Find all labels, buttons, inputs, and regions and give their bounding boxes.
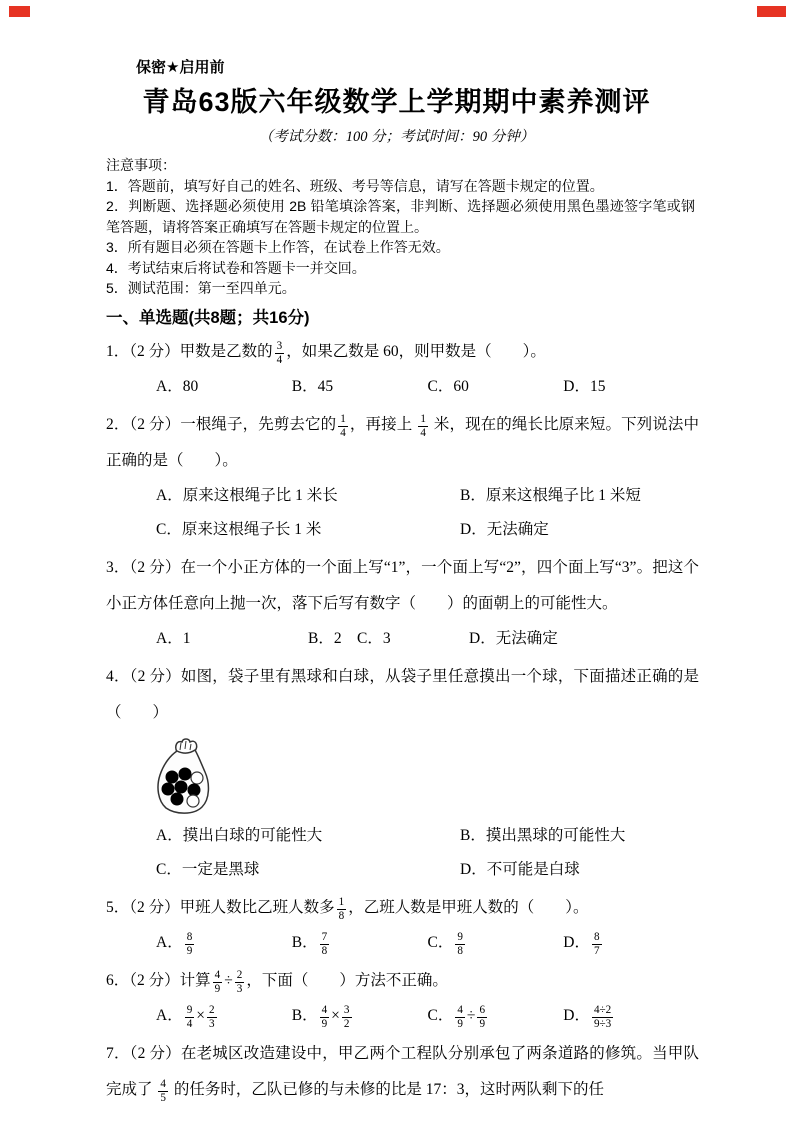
question-stem: 1．（2 分）甲数是乙数的 $\frac{3}{4}$ ，如果乙数是 60，则甲数是（ ）。 bbox=[106, 339, 546, 366]
option-C: C．60 bbox=[427, 377, 469, 395]
option-C: C． $\frac{4}{9}$ ÷ $\frac{6}{9}$ bbox=[427, 1003, 486, 1030]
option-label: B． bbox=[308, 629, 334, 647]
question-1 bbox=[106, 334, 699, 404]
option-A: A．摸出白球的可能性大 bbox=[156, 826, 323, 844]
option-C bbox=[428, 926, 564, 960]
fraction: $\frac{7}{8}$ bbox=[321, 930, 328, 957]
option-label: D． bbox=[563, 933, 590, 951]
option-D: D．不可能是白球 bbox=[460, 860, 580, 878]
option-label: B． bbox=[460, 826, 486, 844]
option-A: A．80 bbox=[156, 377, 199, 395]
question-stem: 4．（2 分）如图，袋子里有黑球和白球，从袋子里任意摸出一个球，下面描述正确的是（ ） bbox=[106, 667, 699, 721]
option-A bbox=[156, 926, 292, 960]
option-label: C． bbox=[427, 933, 454, 951]
option-label: B． bbox=[291, 933, 318, 951]
fraction: $\frac{9}{4}$ bbox=[186, 1003, 193, 1030]
option-A: A． $\frac{9}{4}$ × $\frac{2}{3}$ bbox=[156, 1003, 215, 1030]
option-A: A．原来这根绳子比 1 米长 bbox=[156, 486, 338, 504]
option-label: D． bbox=[563, 377, 590, 395]
page-title: 青岛63版六年级数学上学期期中素养测评 bbox=[142, 87, 651, 117]
option-B: B．2 bbox=[308, 629, 342, 647]
option-D: D．无法确定 bbox=[469, 629, 558, 647]
question-stem: 3．（2 分）在一个小正方体的一个面上写“1”，一个面上写“2”，四个面上写“3”。把这个小正方体任意向上抛一次，落下后写有数字（ ）的面朝上的可能性大。 bbox=[106, 558, 699, 612]
question-stem: 7．（2 分）在老城区改造建设中，甲乙两个工程队分别承包了两条道路的修筑。当甲队完成了 $\frac{4}{5}$ 的任务时，乙队已修的与未修的比是 17：3，这时两队剩下的任 bbox=[106, 1044, 699, 1104]
fraction: $\frac{8}{9}$ bbox=[186, 930, 193, 957]
option-label: A． bbox=[156, 486, 183, 504]
option-C: C．一定是黑球 bbox=[156, 860, 260, 878]
notices-list bbox=[106, 176, 695, 299]
option-label: B． bbox=[291, 377, 318, 395]
option-C: C．3 bbox=[357, 629, 391, 647]
option-label: C． bbox=[156, 860, 182, 878]
question-stem: 2．（2 分）一根绳子，先剪去它的 $\frac{1}{4}$ ，再接上 $\frac{1}{4}$ 米，现在的绳长比原来短。下列说法中正确的是（ ）。 bbox=[106, 412, 699, 469]
notices bbox=[106, 155, 695, 299]
notice-item: 4．考试结束后将试卷和答题卡一并交回。 bbox=[106, 259, 366, 276]
exam-info: （考试分数：100 分；考试时间：90 分钟） bbox=[258, 129, 535, 145]
question-figure bbox=[150, 737, 699, 817]
option-label: A． bbox=[156, 629, 183, 647]
fraction: $\frac{3}{4}$ bbox=[276, 339, 283, 366]
option-D bbox=[563, 926, 699, 960]
option-label: D． bbox=[563, 1006, 590, 1024]
option-B: B．原来这根绳子比 1 米短 bbox=[460, 486, 641, 504]
option-label: C． bbox=[427, 377, 454, 395]
option-label: A． bbox=[156, 933, 183, 951]
fraction: $\frac{9}{8}$ bbox=[457, 930, 463, 957]
question-7 bbox=[106, 1036, 699, 1108]
questions-container bbox=[106, 334, 699, 1108]
red-corner-mark-right bbox=[757, 6, 786, 17]
fraction: $\frac{3}{2}$ bbox=[343, 1003, 350, 1030]
notices-heading: 注意事项： bbox=[106, 157, 176, 173]
red-corner-mark-left bbox=[9, 6, 30, 17]
bag-of-balls-image bbox=[150, 737, 216, 817]
fraction: $\frac{4\div 2}{9\div 3}$ bbox=[593, 1003, 612, 1030]
fraction: $\frac{8}{7}$ bbox=[593, 930, 600, 957]
fraction: $\frac{4}{9}$ bbox=[321, 1003, 328, 1030]
fraction: $\frac{4}{5}$ bbox=[160, 1077, 166, 1104]
fraction: $\frac{1}{8}$ bbox=[338, 895, 345, 922]
option-D: D．15 bbox=[563, 377, 606, 395]
option-C: C．原来这根绳子长 1 米 bbox=[156, 520, 322, 538]
fraction: $\frac{1}{4}$ bbox=[420, 412, 426, 439]
question-stem: 5．（2 分）甲班人数比乙班人数多 $\frac{1}{8}$ ，乙班人数是甲班人数的（ ）。 bbox=[106, 895, 589, 922]
fraction: $\frac{4}{9}$ bbox=[457, 1003, 463, 1030]
option-B: B．45 bbox=[291, 377, 334, 395]
option-B: B．摸出黑球的可能性大 bbox=[460, 826, 626, 844]
question-5 bbox=[106, 890, 699, 960]
option-label: A． bbox=[156, 1006, 183, 1024]
notice-item: 3．所有题目必须在答题卡上作答，在试卷上作答无效。 bbox=[106, 239, 450, 255]
fraction: $\frac{1}{4}$ bbox=[340, 412, 346, 439]
option-B: B． $\frac{4}{9}$ × $\frac{3}{2}$ bbox=[291, 1003, 350, 1030]
notice-item: 2．判断题、选择题必须使用 2B 铅笔填涂答案，非判断、选择题必须使用黑色墨迹签字笔或钢笔答题，请将答案正确填写在答题卡规定的位置上。 bbox=[106, 198, 695, 235]
fraction: $\frac{2}{3}$ bbox=[236, 968, 243, 995]
option-label: D． bbox=[460, 520, 487, 538]
question-6 bbox=[106, 963, 699, 1033]
option-label: A． bbox=[156, 826, 183, 844]
option-label: D． bbox=[460, 860, 487, 878]
option-A: A．1 bbox=[156, 629, 191, 647]
option-label: D． bbox=[469, 629, 496, 647]
option-label: C． bbox=[357, 629, 383, 647]
notice-item: 5．测试范围：第一至四单元。 bbox=[106, 280, 296, 296]
option-D: D．无法确定 bbox=[460, 520, 549, 538]
option-label: C． bbox=[427, 1006, 454, 1024]
section-heading: 一、单选题(共8题；共16分) bbox=[106, 308, 310, 327]
fraction: $\frac{6}{9}$ bbox=[479, 1003, 486, 1030]
option-B bbox=[292, 926, 428, 960]
notice-item: 1．答题前，填写好自己的姓名、班级、考号等信息，请写在答题卡规定的位置。 bbox=[106, 177, 604, 194]
question-stem: 6．（2 分）计算 $\frac{4}{9}$ ÷ $\frac{2}{3}$ ，下面（ ）方法不正确。 bbox=[106, 968, 448, 995]
fraction: $\frac{2}{3}$ bbox=[209, 1003, 215, 1030]
option-label: C． bbox=[156, 520, 182, 538]
security-label: 保密★启用前 bbox=[136, 59, 225, 76]
question-4 bbox=[106, 659, 699, 887]
option-label: B． bbox=[460, 486, 486, 504]
question-2 bbox=[106, 407, 699, 547]
question-3 bbox=[106, 550, 699, 656]
option-label: B． bbox=[291, 1006, 318, 1024]
option-D bbox=[563, 999, 699, 1033]
fraction: $\frac{4}{9}$ bbox=[214, 968, 221, 995]
option-label: A． bbox=[156, 377, 183, 395]
